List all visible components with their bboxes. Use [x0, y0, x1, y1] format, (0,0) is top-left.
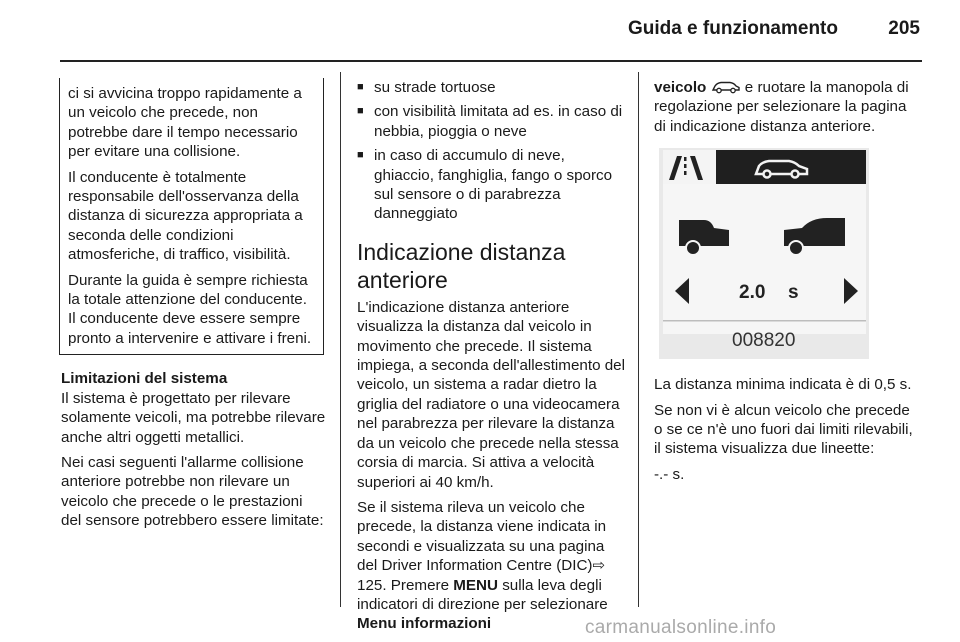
section-title: Indicazione distanza anteriore	[357, 238, 566, 293]
limits-bullet-list	[357, 78, 625, 224]
distance-display-illustration	[659, 148, 869, 359]
column-divider	[340, 72, 341, 607]
header-title: Guida e funzionamento	[627, 18, 838, 39]
warning-box	[59, 78, 324, 355]
body-paragraph: -.- s.	[654, 465, 685, 483]
warning-paragraph: Il conducente è totalmente responsabile dell'osservanza della distanza di sicurezza appropriata a seconda delle condizioni atmosferiche, di traffico, visibilità.	[68, 168, 303, 264]
column-right	[654, 78, 922, 490]
menu-button-label: MENU	[453, 576, 498, 594]
display-graphic	[659, 148, 869, 359]
system-limits-heading: Limitazioni del sistema	[61, 370, 228, 388]
column-middle	[357, 78, 625, 640]
text-span: e ruotare la manopola di regolazione per selezionare la pagina di indicazione distanza anteriore.	[654, 79, 909, 135]
header-rule	[60, 60, 922, 62]
warning-paragraph: ci si avvicina troppo rapidamente a un veicolo che precede, non potrebbe dare il tempo necessario per evitare una collisione.	[68, 85, 302, 161]
distance-time-value: 2.0	[739, 282, 766, 304]
body-paragraph: La distanza minima indicata è di 0,5 s.	[654, 376, 912, 394]
car-icon	[711, 80, 741, 94]
column-left	[61, 78, 326, 537]
vehicle-label: veicolo	[654, 79, 707, 96]
warning-paragraph: Durante la guida è sempre richiesta la totale attenzione del conducente. Il conducente deve essere sempre pronto a intervenire e attivare i freni.	[68, 271, 312, 347]
odometer-value: 008820	[732, 330, 796, 352]
watermark: carmanualsonline.info	[585, 617, 777, 638]
text-span: Se il sistema rileva un veicolo che precede, la distanza viene indicata in secondi e visualizzata su una pagina del Driver Information Centre (DIC)	[357, 498, 607, 575]
body-paragraph	[654, 78, 922, 136]
distance-time-unit: s	[788, 282, 799, 304]
list-item: ■ in caso di accumulo di neve, ghiaccio, fanghiglia, fango o sporco sul sensore o di parabrezza danneggiato	[357, 146, 625, 224]
text-span: 125. Premere	[357, 576, 454, 594]
menu-info-label: Menu informazioni	[357, 615, 492, 633]
column-divider	[638, 72, 639, 607]
text-span: sulla leva degli indicatori di direzione per selezionare	[357, 576, 608, 613]
page-reference-icon: ⇨	[592, 557, 606, 575]
list-item: ■ su strade tortuose	[357, 78, 625, 97]
page-number: 205	[888, 18, 920, 39]
body-paragraph: L'indicazione distanza anteriore visualizza la distanza dal veicolo in movimento che precede. Il sistema impiega, a seconda dell'allestimento del veicolo, un sistema a radar dietro la griglia del radiatore o una videocamera nel parabrezza per rilevare la distanza da un veicolo che precede nella stessa corsia di marcia. Si attiva a velocità superiori ai 40 km/h.	[357, 298, 625, 491]
body-paragraph: Il sistema è progettato per rilevare solamente veicoli, ma potrebbe rilevare anche altri oggetti metallici.	[61, 389, 326, 446]
body-paragraph	[357, 498, 625, 634]
body-paragraph: Se non vi è alcun veicolo che precede o se ce n'è uno fuori dai limiti rilevabili, il sistema visualizza due lineette:	[654, 401, 913, 458]
list-item: ■ con visibilità limitata ad es. in caso di nebbia, pioggia o neve	[357, 102, 625, 141]
body-paragraph: Nei casi seguenti l'allarme collisione anteriore potrebbe non rilevare un veicolo che precede o le prestazioni del sensore potrebbero essere limitate:	[61, 453, 324, 530]
